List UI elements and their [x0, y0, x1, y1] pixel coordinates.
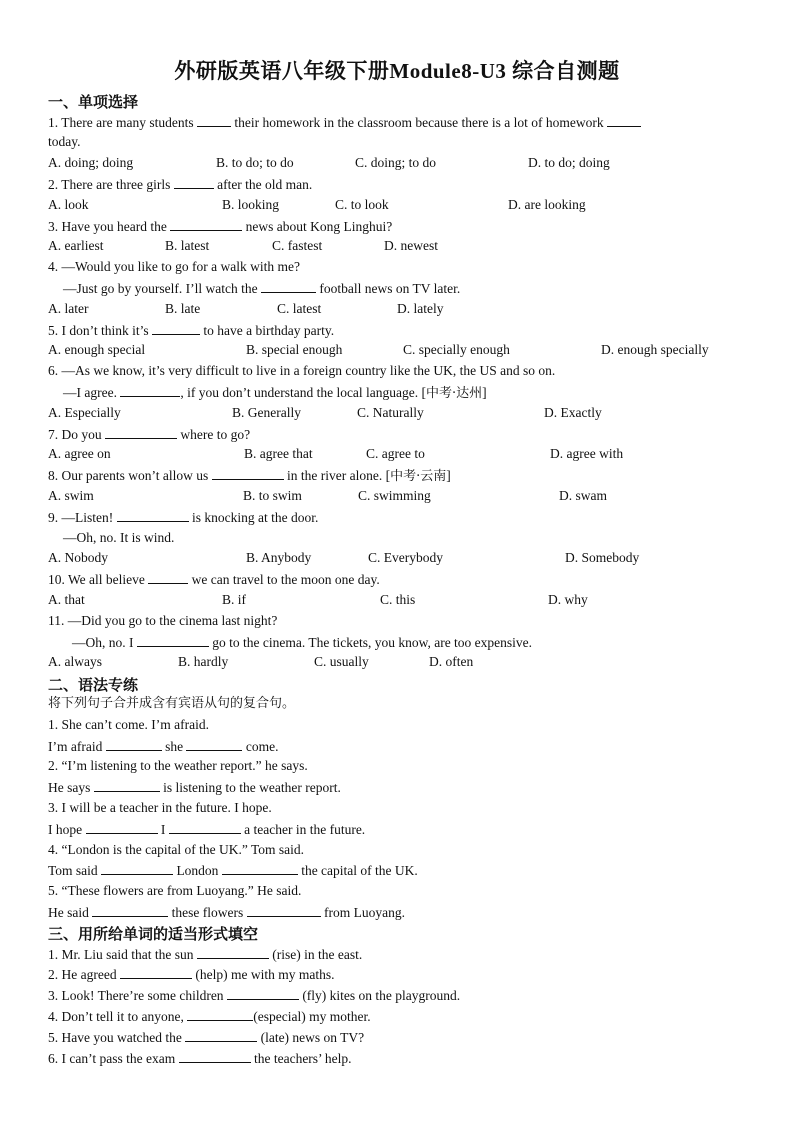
question-text: news about Kong Linghui? [245, 219, 393, 234]
question-text: 4. Don’t tell it to anyone, [48, 1009, 184, 1024]
grammar-instruction: 将下列句子合并成含有宾语从句的复合句。 [48, 696, 296, 711]
option-a[interactable]: A. look [48, 197, 89, 212]
question-6-stem: 6. —As we know, it’s very difficult to live in a foreign country like the UK, the US and so on. [48, 363, 556, 378]
grammar-answer-1 [48, 738, 278, 755]
answer-blank[interactable] [92, 904, 168, 917]
option-b[interactable]: B. to do; to do [216, 155, 294, 170]
question-4-stem: 4. —Would you like to go for a walk with me? [48, 259, 300, 274]
question-2-stem [48, 176, 312, 193]
question-text: 7. Do you [48, 427, 102, 442]
option-b[interactable]: B. latest [165, 238, 210, 253]
option-d[interactable]: D. swam [559, 488, 607, 503]
question-text: come. [245, 739, 279, 754]
question-6-reply [63, 384, 487, 402]
question-text: football news on TV later. [319, 281, 461, 296]
answer-blank[interactable] [106, 738, 162, 751]
question-8-stem [48, 467, 451, 485]
option-c[interactable]: C. Everybody [368, 550, 443, 565]
section-heading-grammar: 二、语法专练 [48, 676, 139, 694]
option-c[interactable]: C. this [380, 592, 416, 607]
option-c[interactable]: C. agree to [366, 446, 425, 461]
option-a[interactable]: A. later [48, 301, 89, 316]
question-text: is listening to the weather report. [163, 780, 341, 795]
answer-blank[interactable] [197, 946, 269, 959]
question-text: in the river alone. [ [286, 468, 391, 483]
question-text: 3. Look! There’re some children [48, 988, 224, 1003]
option-c[interactable]: C. latest [277, 301, 322, 316]
fill-item-3 [48, 987, 460, 1004]
source-tag: 中考·达州 [426, 386, 483, 401]
question-text: she [165, 739, 184, 754]
option-c[interactable]: C. usually [314, 654, 369, 669]
question-text: where to go? [180, 427, 251, 442]
question-text: a teacher in the future. [244, 822, 366, 837]
question-text: 3. Have you heard the [48, 219, 167, 234]
option-b[interactable]: B. looking [222, 197, 280, 212]
grammar-answer-2 [48, 779, 341, 796]
option-b[interactable]: B. hardly [178, 654, 229, 669]
option-a[interactable]: A. Especially [48, 405, 121, 420]
answer-blank[interactable] [261, 280, 316, 293]
option-b[interactable]: B. Anybody [246, 550, 312, 565]
question-text: from Luoyang. [323, 905, 405, 920]
grammar-answer-4 [48, 862, 418, 879]
question-text: (especial) my mother. [253, 1009, 371, 1024]
option-c[interactable]: C. to look [335, 197, 389, 212]
option-c[interactable]: C. specially enough [403, 342, 510, 357]
question-text: London [176, 863, 219, 878]
answer-blank[interactable] [179, 1050, 251, 1063]
question-text: 1. Mr. Liu said that the sun [48, 947, 194, 962]
question-text: —Oh, no. I [72, 635, 134, 650]
answer-blank[interactable] [197, 114, 231, 127]
question-text: ] [482, 385, 487, 400]
option-d[interactable]: D. why [548, 592, 588, 607]
question-text: is knocking at the door. [192, 510, 319, 525]
answer-blank[interactable] [137, 634, 209, 647]
option-a[interactable]: A. Nobody [48, 550, 108, 565]
answer-blank[interactable] [174, 176, 214, 189]
answer-blank[interactable] [170, 218, 242, 231]
grammar-item-3: 3. I will be a teacher in the future. I hope. [48, 800, 272, 815]
question-text: 2. There are three girls [48, 177, 171, 192]
option-a[interactable]: A. enough special [48, 342, 146, 357]
question-text: I [160, 822, 166, 837]
page-title: 外研版英语八年级下册Module8-U3 综合自测题 [174, 59, 620, 83]
option-b[interactable]: B. Generally [232, 405, 301, 420]
question-text: 6. I can’t pass the exam [48, 1051, 176, 1066]
fill-item-1 [48, 946, 362, 963]
question-text: (help) me with my maths. [195, 967, 335, 982]
option-d[interactable]: D. newest [384, 238, 438, 253]
question-text: go to the cinema. The tickets, you know, are too expensive. [212, 635, 533, 650]
option-c[interactable]: C. doing; to do [355, 155, 437, 170]
question-text: —I agree. [63, 385, 117, 400]
answer-blank[interactable] [101, 862, 173, 875]
question-10-stem [48, 571, 380, 588]
answer-blank[interactable] [222, 862, 298, 875]
question-3-stem [48, 218, 392, 235]
answer-blank[interactable] [148, 571, 188, 584]
question-text: 5. I don’t think it’s [48, 323, 149, 338]
option-d[interactable]: D. are looking [508, 197, 586, 212]
question-11-stem: 11. —Did you go to the cinema last night? [48, 613, 278, 628]
answer-blank[interactable] [105, 426, 177, 439]
fill-item-4 [48, 1008, 371, 1025]
question-text: (rise) in the east. [272, 947, 363, 962]
option-b[interactable]: B. agree that [244, 446, 313, 461]
answer-blank[interactable] [117, 509, 189, 522]
question-text: their homework in the classroom because there is a lot of homework [234, 115, 604, 130]
answer-blank[interactable] [169, 821, 241, 834]
answer-blank[interactable] [212, 467, 284, 480]
option-a[interactable]: A. always [48, 654, 102, 669]
question-text: 2. He agreed [48, 967, 117, 982]
grammar-item-5: 5. “These flowers are from Luoyang.” He said. [48, 883, 302, 898]
question-text: after the old man. [217, 177, 313, 192]
answer-blank[interactable] [120, 966, 192, 979]
question-text: Tom said [48, 863, 98, 878]
answer-blank[interactable] [227, 987, 299, 1000]
grammar-item-2: 2. “I’m listening to the weather report.” he says. [48, 758, 308, 773]
question-text: to have a birthday party. [203, 323, 335, 338]
question-9-stem [48, 509, 318, 526]
option-b[interactable]: B. if [222, 592, 247, 607]
option-a[interactable]: A. earliest [48, 238, 104, 253]
answer-blank[interactable] [185, 1029, 257, 1042]
answer-blank[interactable] [86, 821, 158, 834]
question-7-stem [48, 426, 250, 443]
answer-blank[interactable] [94, 779, 160, 792]
fill-item-5 [48, 1029, 364, 1046]
answer-blank[interactable] [120, 384, 180, 397]
option-b[interactable]: B. to swim [243, 488, 302, 503]
question-text: 5. Have you watched the [48, 1030, 182, 1045]
option-b[interactable]: B. special enough [246, 342, 343, 357]
option-a[interactable]: A. doing; doing [48, 155, 134, 170]
question-text: He said [48, 905, 89, 920]
grammar-item-1: 1. She can’t come. I’m afraid. [48, 717, 209, 732]
section-heading-single-choice: 一、单项选择 [48, 93, 139, 111]
question-text: 1. There are many students [48, 115, 194, 130]
section-heading-word-forms: 三、用所给单词的适当形式填空 [48, 925, 259, 943]
question-9-reply: —Oh, no. It is wind. [63, 530, 175, 545]
option-a[interactable]: A. swim [48, 488, 94, 503]
question-text: , if you don’t understand the local language. [ [180, 385, 427, 400]
answer-blank[interactable] [152, 322, 200, 335]
question-text: 9. —Listen! [48, 510, 114, 525]
question-text: 10. We all believe [48, 572, 145, 587]
option-b[interactable]: B. late [165, 301, 201, 316]
source-tag: 中考·云南 [390, 469, 447, 484]
option-d[interactable]: D. enough specially [601, 342, 709, 357]
question-text: these flowers [171, 905, 244, 920]
question-text: (fly) kites on the playground. [302, 988, 461, 1003]
question-1-stem [48, 114, 641, 131]
question-5-stem [48, 322, 334, 339]
question-text: ] [446, 468, 451, 483]
option-d[interactable]: D. Exactly [544, 405, 602, 420]
question-4-reply [63, 280, 460, 297]
question-text: I’m afraid [48, 739, 103, 754]
answer-blank[interactable] [607, 114, 641, 127]
option-d[interactable]: D. to do; doing [528, 155, 610, 170]
question-text: He says [48, 780, 91, 795]
grammar-item-4: 4. “London is the capital of the UK.” Tom said. [48, 842, 304, 857]
option-d[interactable]: D. lately [397, 301, 444, 316]
answer-blank[interactable] [247, 904, 321, 917]
option-c[interactable]: C. fastest [272, 238, 323, 253]
question-text: the capital of the UK. [301, 863, 418, 878]
question-11-reply [72, 634, 532, 651]
grammar-answer-3 [48, 821, 365, 838]
question-text: I hope [48, 822, 83, 837]
option-a[interactable]: A. agree on [48, 446, 111, 461]
fill-item-6 [48, 1050, 352, 1067]
grammar-answer-5 [48, 904, 405, 921]
question-text: we can travel to the moon one day. [191, 572, 380, 587]
option-a[interactable]: A. that [48, 592, 85, 607]
answer-blank[interactable] [187, 1008, 253, 1021]
option-d[interactable]: D. Somebody [565, 550, 640, 565]
question-text: the teachers’ help. [253, 1051, 352, 1066]
option-c[interactable]: C. swimming [358, 488, 431, 503]
question-1-stem-cont: today. [48, 134, 81, 149]
question-text: 8. Our parents won’t allow us [48, 468, 209, 483]
option-d[interactable]: D. often [429, 654, 474, 669]
question-text: (late) news on TV? [260, 1030, 365, 1045]
answer-blank[interactable] [186, 738, 242, 751]
option-c[interactable]: C. Naturally [357, 405, 424, 420]
fill-item-2 [48, 966, 334, 983]
option-d[interactable]: D. agree with [550, 446, 624, 461]
question-text: —Just go by yourself. I’ll watch the [63, 281, 258, 296]
